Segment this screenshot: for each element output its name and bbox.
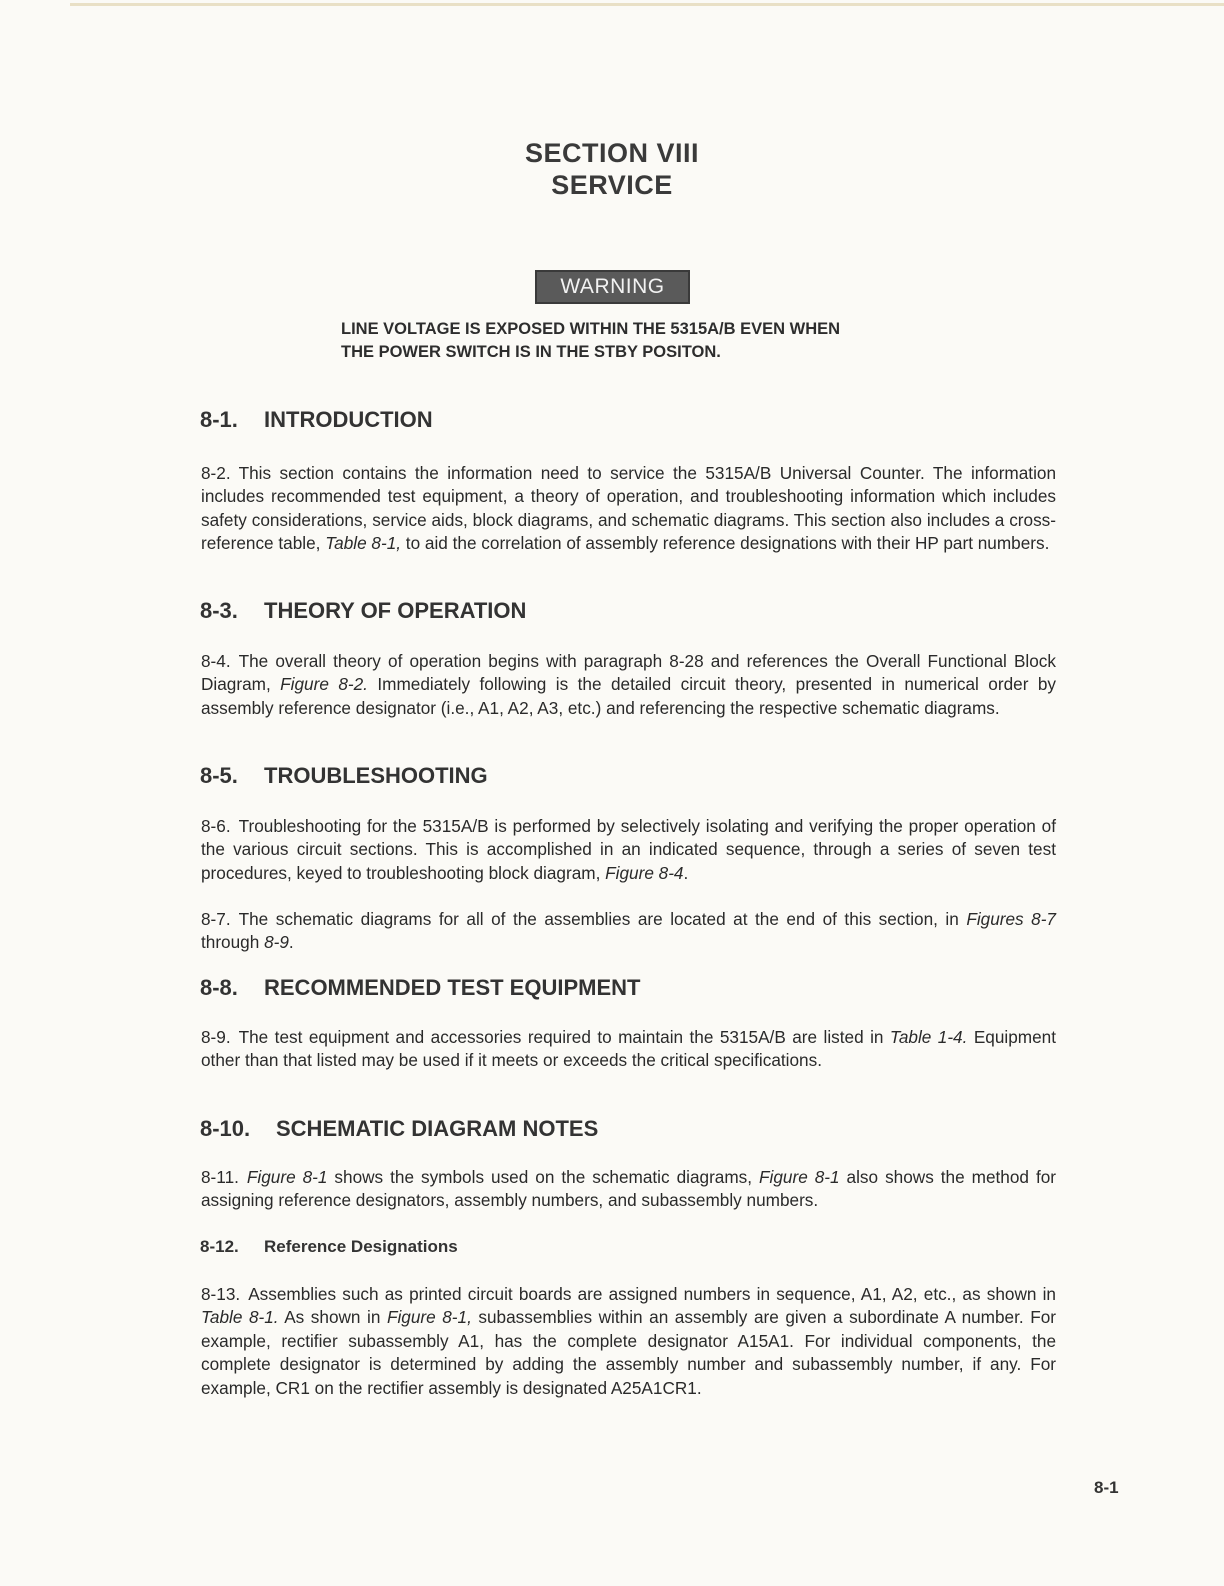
paragraph-8-4: [201, 650, 1056, 720]
figure-reference: Figure 8-1: [246, 1167, 328, 1187]
heading-introduction: [200, 407, 433, 433]
section-name: SERVICE: [551, 170, 673, 200]
heading-number: 8-5.: [200, 763, 238, 788]
paragraph-text: through: [201, 932, 265, 953]
paragraph-8-9: [201, 1026, 1056, 1073]
heading-title: SCHEMATIC DIAGRAM NOTES: [276, 1116, 599, 1141]
paragraph-number: 8-13.: [201, 1284, 241, 1304]
paragraph-number: 8-2.: [201, 463, 231, 483]
page-top-edge: [70, 3, 1224, 6]
paragraph-number: 8-4.: [201, 651, 231, 671]
paragraph-text: subassemblies within an assembly are given a subordinate A number. For example, rectifier subassembly A1, has the complete designator A15A1. For individual components, the complete designator is determined by adding the assembly number and subassembly number, if any. For example, CR1 on the rectifier assembly is designated A25A1CR1.: [201, 1307, 1056, 1398]
paragraph-text: Equipment other than that listed may be used if it meets or exceeds the critical specifications.: [201, 1027, 1057, 1071]
heading-schematic-diagram-notes: [200, 1116, 598, 1142]
paragraph-text: The overall theory of operation begins with paragraph 8-28 and references the Overall Functional Block Diagram,: [201, 651, 1056, 695]
paragraph-text: Assemblies such as printed circuit boards are assigned numbers in sequence, A1, A2, etc., as shown in: [248, 1284, 1056, 1304]
heading-recommended-test-equipment: [200, 975, 640, 1001]
heading-number: 8-3.: [200, 598, 238, 623]
warning-line-2: THE POWER SWITCH IS IN THE STBY POSITON.: [341, 343, 721, 361]
paragraph-8-11: [201, 1166, 1056, 1213]
paragraph-text: The schematic diagrams for all of the assemblies are located at the end of this section, in: [238, 909, 967, 929]
paragraph-text: The test equipment and accessories required to maintain the 5315A/B are listed in: [238, 1027, 890, 1047]
warning-text: [341, 318, 961, 364]
heading-theory-of-operation: [200, 598, 526, 624]
table-reference: Table 1-4.: [889, 1027, 968, 1047]
subheading-title: Reference Designations: [264, 1237, 458, 1256]
heading-number: 8-8.: [200, 975, 238, 1000]
paragraph-text: to aid the correlation of assembly reference designations with their HP part numbers.: [401, 533, 1050, 554]
paragraph-text: Troubleshooting for the 5315A/B is performed by selectively isolating and verifying the proper operation of the various circuit sections. This is accomplished in an indicated sequence, through a series of seven test procedures, keyed to troubleshooting block diagram,: [201, 816, 1056, 883]
figure-reference: Figure 8-2.: [280, 674, 368, 695]
heading-troubleshooting: [200, 763, 488, 789]
heading-number: 8-10.: [200, 1116, 251, 1141]
paragraph-number: 8-9.: [201, 1027, 231, 1047]
section-title: [0, 137, 1224, 201]
paragraph-8-2: [201, 462, 1056, 556]
paragraph-number: 8-11.: [201, 1167, 239, 1187]
heading-title: INTRODUCTION: [264, 407, 433, 432]
subheading-reference-designations: [200, 1237, 458, 1257]
paragraph-text: As shown in: [278, 1307, 387, 1328]
paragraph-8-6: [201, 815, 1056, 885]
table-reference: Table 8-1.: [201, 1307, 279, 1328]
paragraph-text: .: [288, 932, 294, 953]
warning-line-1: LINE VOLTAGE IS EXPOSED WITHIN THE 5315A/B EVEN WHEN: [341, 320, 841, 338]
subheading-number: 8-12.: [200, 1237, 239, 1256]
figure-reference: 8-9: [264, 932, 289, 953]
heading-title: TROUBLESHOOTING: [264, 763, 488, 788]
paragraph-number: 8-7.: [201, 909, 231, 929]
heading-title: RECOMMENDED TEST EQUIPMENT: [264, 975, 641, 1000]
paragraph-8-7: [201, 908, 1056, 955]
paragraph-number: 8-6.: [201, 816, 231, 836]
table-reference: Table 8-1,: [325, 533, 402, 554]
figure-reference: Figures 8-7: [966, 909, 1056, 929]
warning-label: WARNING: [535, 270, 690, 304]
figure-reference: Figure 8-1: [759, 1167, 840, 1187]
figure-reference: Figure 8-1,: [386, 1307, 472, 1328]
paragraph-text: shows the symbols used on the schematic diagrams,: [327, 1167, 760, 1187]
paragraph-text: also shows the method for assigning reference designators, assembly numbers, and subassembly numbers.: [201, 1167, 1056, 1211]
paragraph-8-13: [201, 1283, 1056, 1400]
figure-reference: Figure 8-4: [605, 862, 684, 883]
page-number: 8-1: [1094, 1478, 1119, 1497]
paragraph-text: This section contains the information need to service the 5315A/B Universal Counter. The information includes recommended test equipment, a theory of operation, and troubleshooting information which includes safety considerations, service aids, block diagrams, and schematic diagrams. This section also includes a cross-reference table,: [201, 463, 1056, 554]
heading-title: THEORY OF OPERATION: [264, 598, 527, 623]
heading-number: 8-1.: [200, 407, 238, 432]
section-number: SECTION VIII: [524, 138, 700, 168]
paragraph-text: Immediately following is the detailed circuit theory, presented in numerical order by assembly reference designator (i.e., A1, A2, A3, etc.) and referencing the respective schematic diagrams.: [201, 674, 1057, 718]
paragraph-text: .: [683, 862, 689, 883]
